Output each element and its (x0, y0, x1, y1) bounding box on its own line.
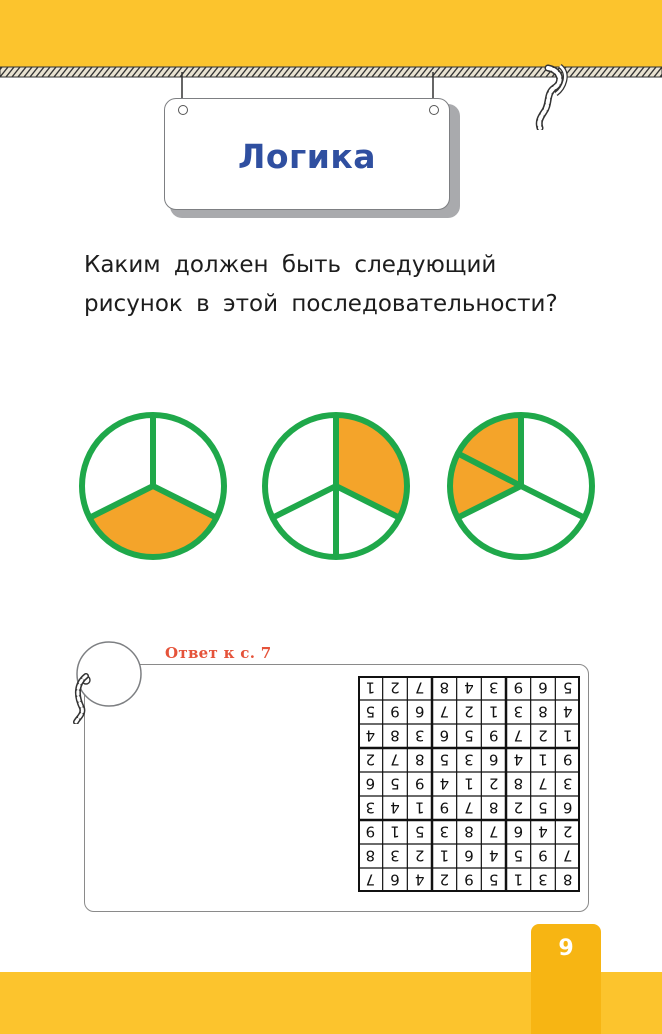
title-sign (164, 98, 450, 210)
sudoku-cell: 6 (439, 726, 450, 745)
sudoku-cell: 4 (439, 774, 450, 793)
sudoku-cell: 9 (439, 798, 450, 817)
page-number: 9 (558, 936, 574, 961)
figure-3-circle (450, 415, 592, 557)
sudoku-cell: 5 (365, 702, 376, 721)
sudoku-cell: 5 (562, 678, 573, 697)
sudoku-cell: 4 (538, 822, 548, 841)
sudoku-cell: 9 (513, 678, 524, 697)
sudoku-cell: 5 (414, 822, 425, 841)
sudoku-cell: 7 (488, 822, 499, 841)
sudoku-cell: 5 (464, 726, 474, 745)
page-number-tab (531, 924, 601, 1034)
sudoku-cell: 2 (414, 846, 425, 865)
sudoku-cell: 1 (439, 846, 450, 865)
sudoku-cell: 3 (562, 774, 573, 793)
sudoku-cell: 3 (390, 846, 400, 865)
figure-1-circle (82, 415, 224, 558)
sudoku-cell: 8 (464, 822, 474, 841)
sudoku-cell: 9 (562, 750, 573, 769)
sudoku-cell: 5 (488, 870, 499, 889)
question-line-1: Каким должен быть следующий (84, 252, 497, 278)
sudoku-cell: 4 (390, 798, 400, 817)
sudoku-cell: 9 (414, 774, 425, 793)
sudoku-cell: 6 (464, 846, 474, 865)
sudoku-cell: 4 (414, 870, 425, 889)
sudoku-cell: 2 (513, 798, 524, 817)
sudoku-cell: 3 (414, 726, 425, 745)
sudoku-cell: 8 (513, 774, 524, 793)
sudoku-cell: 7 (513, 726, 524, 745)
sudoku-cell: 2 (562, 822, 573, 841)
sudoku-cell: 3 (439, 822, 450, 841)
sudoku-cell: 4 (464, 678, 474, 697)
sudoku-cell: 1 (562, 726, 573, 745)
sudoku-cell: 7 (538, 774, 548, 793)
sudoku-cell: 2 (365, 750, 376, 769)
sudoku-answer-grid (358, 676, 580, 892)
sequence-figures (72, 402, 612, 572)
sudoku-cell: 3 (488, 678, 499, 697)
sudoku-cell: 3 (513, 702, 524, 721)
sudoku-cell: 4 (513, 750, 524, 769)
rope-knot-icon (520, 60, 580, 130)
figure-1-filled-sector (89, 486, 217, 558)
sudoku-cell: 4 (562, 702, 573, 721)
sudoku-cell: 1 (365, 678, 376, 697)
sudoku-cell: 5 (439, 750, 450, 769)
sudoku-cell: 1 (390, 822, 400, 841)
sudoku-cell: 6 (513, 822, 524, 841)
sudoku-cell: 5 (513, 846, 524, 865)
sudoku-cell: 9 (464, 870, 474, 889)
sudoku-cell: 1 (464, 774, 474, 793)
answer-tag-icon (64, 624, 164, 724)
sudoku-cell: 2 (538, 726, 548, 745)
sudoku-cell: 4 (365, 726, 376, 745)
sudoku-cell: 2 (488, 774, 499, 793)
sudoku-cell: 1 (538, 750, 548, 769)
sudoku-cell: 7 (464, 798, 474, 817)
sudoku-cell: 8 (414, 750, 425, 769)
sudoku-cell: 6 (562, 798, 573, 817)
sudoku-cell: 6 (365, 774, 376, 793)
sudoku-cell: 7 (562, 846, 573, 865)
sudoku-cell: 5 (390, 774, 400, 793)
sudoku-cell: 9 (365, 822, 376, 841)
sudoku-cell: 8 (390, 726, 400, 745)
sudoku-cell: 7 (365, 870, 376, 889)
sudoku-cell: 2 (464, 702, 474, 721)
sudoku-cell: 1 (414, 798, 425, 817)
sudoku-cell: 9 (538, 846, 548, 865)
question-text (84, 246, 604, 324)
sudoku-cell: 9 (488, 726, 499, 745)
page-title: Логика (237, 137, 377, 176)
sudoku-cell: 8 (538, 702, 548, 721)
sudoku-cell: 6 (488, 750, 499, 769)
sudoku-cell: 7 (439, 702, 450, 721)
sign-hole-right (429, 105, 439, 115)
sudoku-cell: 6 (414, 702, 425, 721)
sudoku-cell: 9 (390, 702, 400, 721)
sudoku-cell: 8 (488, 798, 499, 817)
sudoku-cell: 4 (488, 846, 499, 865)
sudoku-cell: 1 (488, 702, 499, 721)
answer-label: Ответ к с. 7 (162, 644, 275, 662)
sudoku-cell: 1 (513, 870, 524, 889)
sudoku-cell: 3 (365, 798, 376, 817)
sudoku-cell: 6 (538, 678, 548, 697)
sudoku-cell: 6 (390, 870, 400, 889)
sudoku-cell: 7 (390, 750, 400, 769)
sign-hole-left (178, 105, 188, 115)
sudoku-cell: 8 (365, 846, 376, 865)
question-line-2: рисунок в этой последовательности? (84, 291, 558, 317)
sudoku-cell: 8 (562, 870, 573, 889)
sudoku-cell: 3 (538, 870, 548, 889)
top-band (0, 0, 662, 68)
sudoku-cell: 2 (390, 678, 400, 697)
figure-2-circle (265, 415, 408, 557)
sudoku-cell: 3 (464, 750, 474, 769)
sudoku-cell: 5 (538, 798, 548, 817)
sudoku-cell: 2 (439, 870, 450, 889)
sudoku-cell: 7 (414, 678, 425, 697)
sudoku-cell: 8 (439, 678, 450, 697)
